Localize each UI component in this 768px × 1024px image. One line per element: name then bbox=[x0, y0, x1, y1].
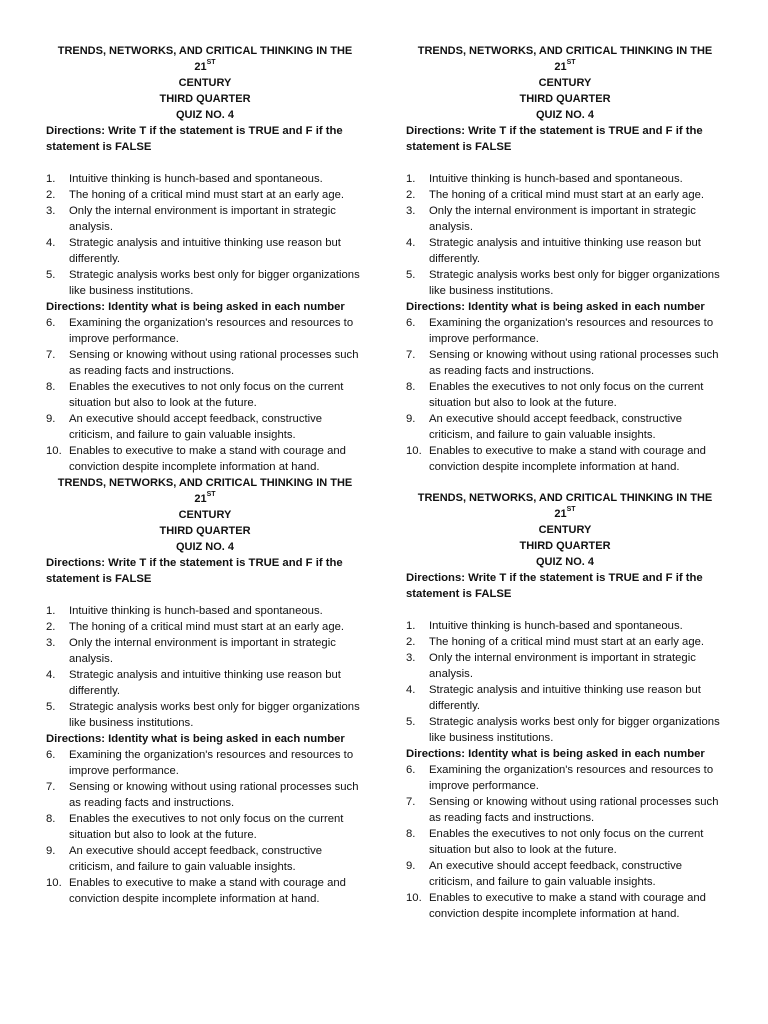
question-item: 1. Intuitive thinking is hunch-based and spontaneous. bbox=[46, 173, 323, 185]
question-item: 7. Sensing or knowing without using rational processes such as reading facts and instructions. bbox=[406, 796, 719, 824]
question-item: 4. Strategic analysis and intuitive thinking use reason but differently. bbox=[406, 237, 701, 265]
question-item: 6. Examining the organization's resources and resources to improve performance. bbox=[46, 317, 354, 345]
quiz-title-line2: CENTURY bbox=[178, 77, 232, 89]
quarter-label: THIRD QUARTER bbox=[159, 525, 251, 537]
question-item: 4. Strategic analysis and intuitive thinking use reason but differently. bbox=[46, 669, 341, 697]
quiz-copy-1 bbox=[46, 43, 364, 475]
directions-identification: Directions: Identity what is being asked in each number bbox=[46, 733, 345, 745]
question-item: 10. Enables to executive to make a stand with courage and conviction despite incomplete information at hand. bbox=[46, 877, 346, 905]
directions-true-false: Directions: Write T if the statement is TRUE and F if the statement is FALSE bbox=[46, 557, 343, 585]
question-item: 7. Sensing or knowing without using rational processes such as reading facts and instructions. bbox=[46, 781, 359, 809]
question-item: 2. The honing of a critical mind must start at an early age. bbox=[406, 636, 705, 648]
directions-true-false: Directions: Write T if the statement is TRUE and F if the statement is FALSE bbox=[406, 572, 703, 600]
question-item: 9. An executive should accept feedback, constructive criticism, and failure to gain valuable insights. bbox=[46, 845, 323, 873]
quiz-title-line2: CENTURY bbox=[538, 524, 592, 536]
question-item: 10. Enables to executive to make a stand with courage and conviction despite incomplete information at hand. bbox=[406, 445, 706, 473]
quiz-copy-3 bbox=[46, 475, 364, 907]
true-false-list bbox=[46, 603, 364, 731]
question-item: 6. Examining the organization's resources and resources to improve performance. bbox=[406, 317, 714, 345]
quiz-title-line2: CENTURY bbox=[538, 77, 592, 89]
question-item: 4. Strategic analysis and intuitive thinking use reason but differently. bbox=[46, 237, 341, 265]
question-item: 7. Sensing or knowing without using rational processes such as reading facts and instructions. bbox=[406, 349, 719, 377]
question-item: 3. Only the internal environment is important in strategic analysis. bbox=[46, 637, 336, 665]
question-item: 10. Enables to executive to make a stand with courage and conviction despite incomplete information at hand. bbox=[46, 445, 346, 473]
directions-identification: Directions: Identity what is being asked in each number bbox=[406, 301, 705, 313]
quiz-title-line2: CENTURY bbox=[178, 509, 232, 521]
true-false-list bbox=[46, 171, 364, 299]
quiz-title: TRENDS, NETWORKS, AND CRITICAL THINKING IN THE 21ST bbox=[57, 477, 353, 505]
quarter-label: THIRD QUARTER bbox=[519, 93, 611, 105]
question-item: 5. Strategic analysis works best only for bigger organizations like business institutions. bbox=[406, 716, 720, 744]
quiz-title: TRENDS, NETWORKS, AND CRITICAL THINKING IN THE 21ST bbox=[57, 45, 353, 73]
question-item: 8. Enables the executives to not only focus on the current situation but also to look at the future. bbox=[46, 813, 344, 841]
directions-true-false: Directions: Write T if the statement is TRUE and F if the statement is FALSE bbox=[406, 125, 703, 153]
identification-list bbox=[46, 747, 364, 907]
question-item: 3. Only the internal environment is important in strategic analysis. bbox=[406, 205, 696, 233]
question-item: 5. Strategic analysis works best only for bigger organizations like business institutions. bbox=[46, 269, 360, 297]
quiz-copy-4 bbox=[406, 490, 724, 922]
quiz-number: QUIZ NO. 4 bbox=[175, 541, 235, 553]
true-false-list bbox=[406, 171, 724, 299]
question-item: 3. Only the internal environment is important in strategic analysis. bbox=[46, 205, 336, 233]
question-item: 8. Enables the executives to not only focus on the current situation but also to look at the future. bbox=[46, 381, 344, 409]
question-item: 2. The honing of a critical mind must start at an early age. bbox=[46, 189, 345, 201]
quiz-number: QUIZ NO. 4 bbox=[175, 109, 235, 121]
question-item: 6. Examining the organization's resources and resources to improve performance. bbox=[406, 764, 714, 792]
question-item: 9. An executive should accept feedback, constructive criticism, and failure to gain valuable insights. bbox=[46, 413, 323, 441]
directions-identification: Directions: Identity what is being asked in each number bbox=[406, 748, 705, 760]
identification-list bbox=[406, 315, 724, 475]
quiz-title: TRENDS, NETWORKS, AND CRITICAL THINKING IN THE 21ST bbox=[417, 492, 713, 520]
question-item: 1. Intuitive thinking is hunch-based and spontaneous. bbox=[46, 605, 323, 617]
identification-list bbox=[46, 315, 364, 475]
question-item: 8. Enables the executives to not only focus on the current situation but also to look at the future. bbox=[406, 828, 704, 856]
question-item: 10. Enables to executive to make a stand with courage and conviction despite incomplete information at hand. bbox=[406, 892, 706, 920]
true-false-list bbox=[406, 618, 724, 746]
question-item: 5. Strategic analysis works best only for bigger organizations like business institutions. bbox=[46, 701, 360, 729]
question-item: 9. An executive should accept feedback, constructive criticism, and failure to gain valuable insights. bbox=[406, 413, 683, 441]
question-item: 1. Intuitive thinking is hunch-based and spontaneous. bbox=[406, 173, 683, 185]
question-item: 4. Strategic analysis and intuitive thinking use reason but differently. bbox=[406, 684, 701, 712]
quiz-copy-2 bbox=[406, 43, 724, 475]
directions-identification: Directions: Identity what is being asked in each number bbox=[46, 301, 345, 313]
question-item: 9. An executive should accept feedback, constructive criticism, and failure to gain valuable insights. bbox=[406, 860, 683, 888]
question-item: 2. The honing of a critical mind must start at an early age. bbox=[406, 189, 705, 201]
question-item: 5. Strategic analysis works best only for bigger organizations like business institutions. bbox=[406, 269, 720, 297]
quiz-number: QUIZ NO. 4 bbox=[535, 556, 595, 568]
directions-true-false: Directions: Write T if the statement is TRUE and F if the statement is FALSE bbox=[46, 125, 343, 153]
question-item: 6. Examining the organization's resources and resources to improve performance. bbox=[46, 749, 354, 777]
quarter-label: THIRD QUARTER bbox=[159, 93, 251, 105]
question-item: 2. The honing of a critical mind must start at an early age. bbox=[46, 621, 345, 633]
question-item: 1. Intuitive thinking is hunch-based and spontaneous. bbox=[406, 620, 683, 632]
quarter-label: THIRD QUARTER bbox=[519, 540, 611, 552]
identification-list bbox=[406, 762, 724, 922]
question-item: 7. Sensing or knowing without using rational processes such as reading facts and instructions. bbox=[46, 349, 359, 377]
quiz-title: TRENDS, NETWORKS, AND CRITICAL THINKING IN THE 21ST bbox=[417, 45, 713, 73]
quiz-number: QUIZ NO. 4 bbox=[535, 109, 595, 121]
question-item: 3. Only the internal environment is important in strategic analysis. bbox=[406, 652, 696, 680]
question-item: 8. Enables the executives to not only focus on the current situation but also to look at the future. bbox=[406, 381, 704, 409]
